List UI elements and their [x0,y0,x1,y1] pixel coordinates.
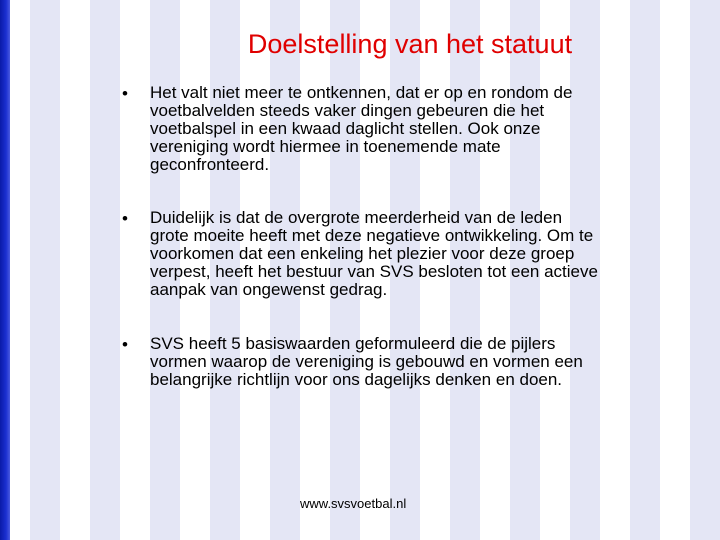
bullet-text: Duidelijk is dat de overgrote meerderheid van de leden grote moeite heeft met deze negatieve ontwikkeling. Om te voorkomen dat een enkeling het plezier voor deze groep verpest, heeft het bestuur van SVS besloten tot een actieve aanpak van ongewenst gedrag. [150,208,598,299]
bullet-text: SVS heeft 5 basiswaarden geformuleerd die de pijlers vormen waarop de vereniging is gebouwd en vormen een belangrijke richtlijn voor ons dagelijks denken en doen. [150,334,583,389]
bullet-marker: • [122,209,128,228]
bullet-marker: • [122,84,128,103]
bullet-marker: • [122,335,128,354]
left-accent-bar [0,0,10,540]
bullet-text: Het valt niet meer te ontkennen, dat er op en rondom de voetbalvelden steeds vaker dingen gebeuren die het voetbalspel in een kwaad daglicht stellen. Ook onze vereniging wordt hiermee in toenemende mate geconfronteerd. [150,83,573,174]
website-url: www.svsvoetbal.nl [300,496,407,511]
slide-title: Doelstelling van het statuut [247,29,573,59]
